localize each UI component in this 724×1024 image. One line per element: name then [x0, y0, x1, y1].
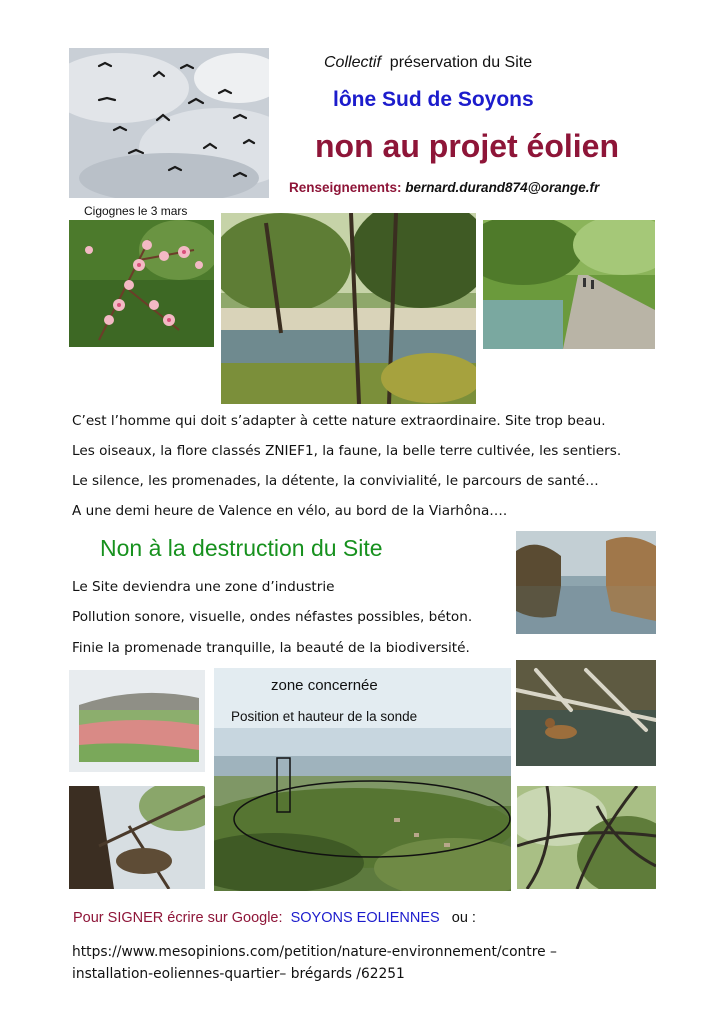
site-name: lône Sud de Soyons	[333, 88, 534, 111]
petition-keyword: SOYONS EOLIENNES	[290, 910, 440, 926]
zone-label: zone concernée	[271, 677, 378, 694]
petition-url-line1[interactable]: https://www.mesopinions.com/petition/nature-environnement/contre –	[72, 944, 557, 960]
sign-label: Pour SIGNER écrire sur Google:	[73, 910, 283, 926]
destruction-line: Le Site deviendra une zone d’industrie	[72, 579, 335, 595]
contact-email[interactable]: bernard.durand874@orange.fr	[405, 180, 600, 195]
collective-heading	[324, 54, 532, 72]
panorama-photo	[214, 668, 511, 891]
nest-photo	[69, 786, 205, 889]
blossom-photo	[69, 220, 214, 347]
intro-line: Les oiseaux, la flore classés ZNIEF1, la faune, la belle terre cultivée, les sentiers.	[72, 443, 622, 459]
zone-overlay	[214, 668, 511, 891]
destruction-line: Finie la promenade tranquille, la beauté de la biodiversité.	[72, 640, 470, 656]
contact-label: Renseignements:	[289, 180, 402, 195]
zone-ellipse	[234, 781, 510, 857]
duck-photo	[516, 660, 656, 766]
petition-url-line2[interactable]: installation-eoliennes-quartier– brégards /62251	[72, 966, 405, 982]
painting-photo	[69, 670, 205, 772]
probe-label: Position et hauteur de la sonde	[231, 709, 418, 724]
contact-line	[289, 180, 599, 195]
storks-photo	[69, 48, 269, 198]
bridge-photo	[221, 213, 476, 404]
river-photo	[516, 531, 656, 634]
sign-suffix: ou :	[451, 910, 476, 926]
destruction-line: Pollution sonore, visuelle, ondes néfastes possibles, béton.	[72, 609, 473, 625]
intro-line: A une demi heure de Valence en vélo, au bord de la Viarhôna….	[72, 503, 508, 519]
collectif-rest: préservation du Site	[389, 54, 533, 71]
destruction-heading: Non à la destruction du Site	[100, 535, 383, 561]
storks-caption: Cigognes le 3 mars	[84, 204, 188, 218]
collectif-word: Collectif	[324, 54, 381, 71]
intro-line: Le silence, les promenades, la détente, la convivialité, le parcours de santé…	[72, 473, 599, 489]
sign-line	[73, 910, 476, 926]
headline: non au projet éolien	[315, 128, 620, 164]
probe-marker	[277, 758, 290, 812]
branches-photo	[517, 786, 656, 889]
intro-line: C’est l’homme qui doit s’adapter à cette nature extraordinaire. Site trop beau.	[72, 413, 606, 429]
path-photo	[483, 220, 655, 349]
